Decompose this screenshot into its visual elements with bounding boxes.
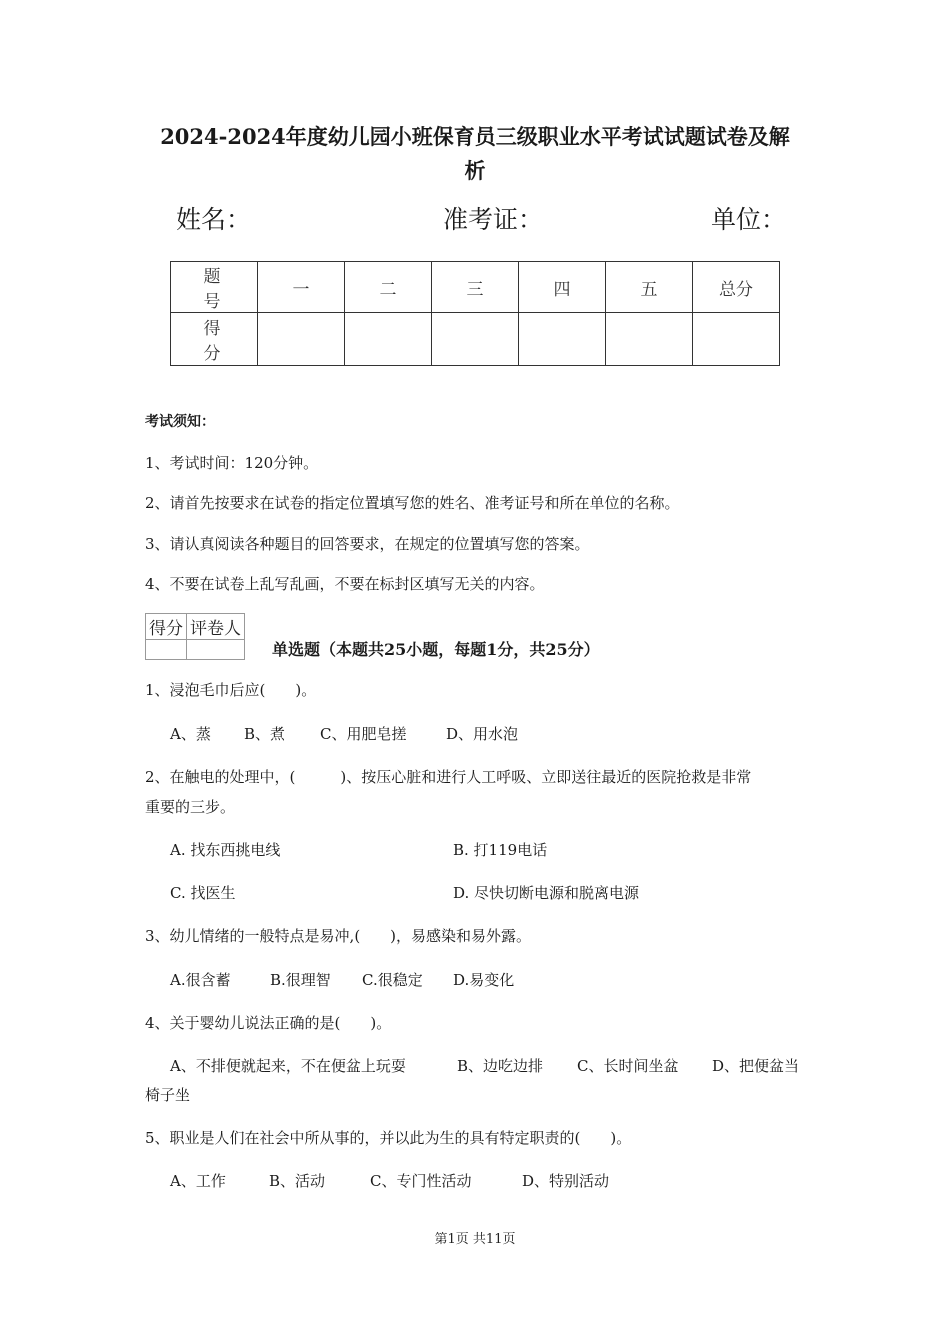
- q1-option-c[interactable]: C、用肥皂搓: [320, 725, 407, 743]
- name-label: 姓名：: [176, 205, 252, 234]
- header-cell-4: 四: [519, 262, 606, 313]
- q2-option-d[interactable]: D. 尽快切断电源和脱离电源: [453, 884, 640, 902]
- q5-option-b[interactable]: B、活动: [269, 1172, 326, 1190]
- score-cell-3[interactable]: [432, 313, 519, 366]
- q3-option-d[interactable]: D.易变化: [453, 971, 515, 989]
- q5-option-c[interactable]: C、专门性活动: [370, 1172, 472, 1190]
- q2-option-b[interactable]: B. 打119电话: [453, 841, 548, 859]
- question-3-stem: 3、幼儿情绪的一般特点是易冲,( )，易感染和易外露。: [145, 927, 532, 945]
- notice-heading: 考试须知：: [145, 414, 215, 430]
- q5-option-d[interactable]: D、特别活动: [522, 1172, 610, 1190]
- notice-item-1: 1、考试时间：120分钟。: [145, 454, 319, 472]
- q4-option-c[interactable]: C、长时间坐盆: [577, 1057, 679, 1075]
- notice-item-2: 2、请首先按要求在试卷的指定位置填写您的姓名、准考证号和所在单位的名称。: [145, 494, 680, 512]
- score-row-label: 得 分: [171, 313, 258, 366]
- question-2-stem-line-1: 2、在触电的处理中，( )、按压心脏和进行人工呼吸、立即送往最近的医院抢救是非常: [145, 768, 752, 786]
- q1-option-d[interactable]: D、用水泡: [446, 725, 519, 743]
- unit-label: 单位：: [711, 205, 787, 234]
- score-table-header-row: [171, 262, 780, 313]
- q1-option-b[interactable]: B、煮: [244, 725, 286, 743]
- q4-option-a[interactable]: A、不排便就起来，不在便盆上玩耍: [170, 1057, 406, 1075]
- score-table-score-row: [171, 313, 780, 366]
- grader-score-label: 得分: [146, 614, 187, 640]
- question-4-stem: 4、关于婴幼儿说法正确的是( )。: [145, 1014, 392, 1032]
- q1-option-a[interactable]: A、蒸: [170, 725, 211, 743]
- question-5-stem: 5、职业是人们在社会中所从事的，并以此为生的具有特定职责的( )。: [145, 1129, 632, 1147]
- exam-id-label: 准考证：: [443, 205, 544, 234]
- header-cell-3: 三: [432, 262, 519, 313]
- page-footer: 第1页 共11页: [434, 1232, 516, 1247]
- q2-option-a[interactable]: A. 找东西挑电线: [170, 841, 281, 859]
- section-title: 单选题（本题共25小题，每题1分，共25分）: [272, 640, 600, 659]
- q3-option-c[interactable]: C.很稳定: [362, 971, 423, 989]
- header-cell-2: 二: [345, 262, 432, 313]
- notice-item-3: 3、请认真阅读各种题目的回答要求，在规定的位置填写您的答案。: [145, 535, 590, 553]
- q4-option-d[interactable]: D、把便盆当: [712, 1057, 800, 1075]
- grader-reviewer-label: 评卷人: [187, 614, 245, 640]
- score-cell-total[interactable]: [693, 313, 780, 366]
- q4-option-d-continuation: 椅子坐: [145, 1086, 191, 1104]
- document-title: [110, 120, 840, 188]
- score-table: [170, 261, 780, 366]
- score-cell-1[interactable]: [258, 313, 345, 366]
- title-line-2: 析: [464, 158, 486, 183]
- q3-option-b[interactable]: B.很理智: [270, 971, 331, 989]
- question-1-stem: 1、浸泡毛巾后应( )。: [145, 681, 317, 699]
- notice-item-4: 4、不要在试卷上乱写乱画，不要在标封区填写无关的内容。: [145, 575, 545, 593]
- header-cell-total: 总分: [693, 262, 780, 313]
- q2-option-c[interactable]: C. 找医生: [170, 884, 236, 902]
- q5-option-a[interactable]: A、工作: [170, 1172, 226, 1190]
- q3-option-a[interactable]: A.很含蓄: [170, 971, 231, 989]
- grader-reviewer-cell[interactable]: [187, 640, 245, 660]
- header-cell-5: 五: [606, 262, 693, 313]
- header-cell-1: 一: [258, 262, 345, 313]
- question-2-stem-line-2: 重要的三步。: [145, 798, 236, 816]
- score-cell-4[interactable]: [519, 313, 606, 366]
- title-line-1: 2024-2024年度幼儿园小班保育员三级职业水平考试试题试卷及解: [160, 124, 790, 149]
- header-cell-label: 题 号: [171, 262, 258, 313]
- score-cell-5[interactable]: [606, 313, 693, 366]
- q4-option-b[interactable]: B、边吃边排: [457, 1057, 544, 1075]
- score-cell-2[interactable]: [345, 313, 432, 366]
- grader-box: [145, 613, 245, 660]
- grader-score-cell[interactable]: [146, 640, 187, 660]
